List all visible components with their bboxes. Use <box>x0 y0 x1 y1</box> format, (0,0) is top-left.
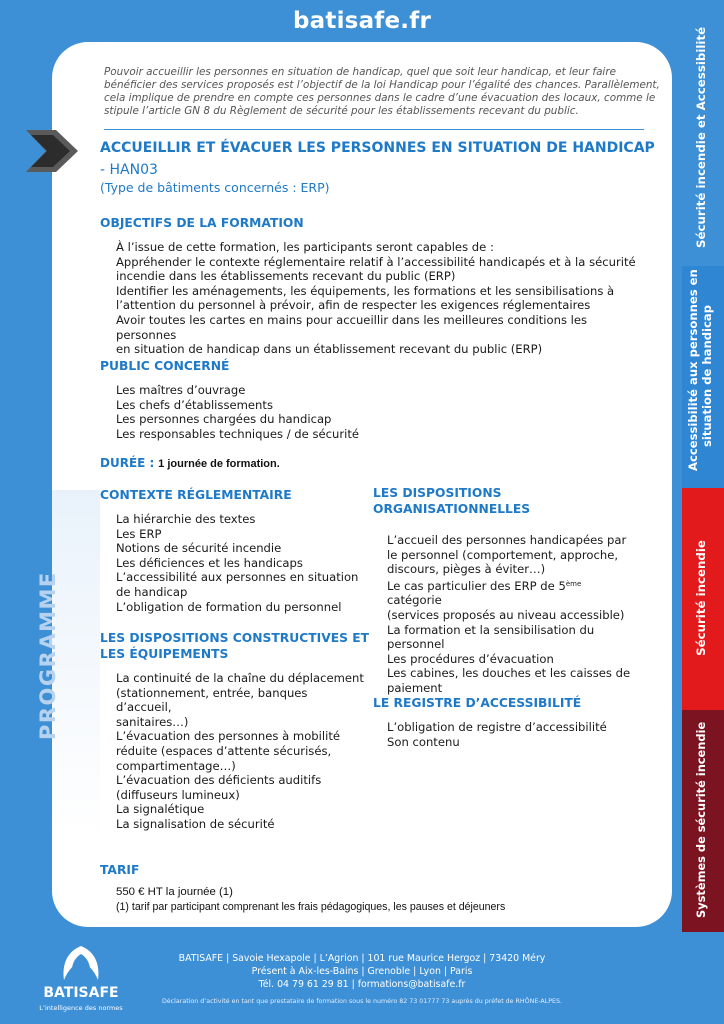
organisationnelles-list <box>387 533 637 696</box>
tab-securite-incendie-accessibilite[interactable] <box>682 26 724 266</box>
public-list <box>116 383 359 441</box>
footer-address: BATISAFE | Savoie Hexapole | L’Agrion | 101 rue Maurice Hergoz | 73420 Méry <box>178 953 546 964</box>
tab-systemes-securite-incendie[interactable] <box>682 710 724 932</box>
footer-locations: Présent à Aix-les-Bains | Grenoble | Lyon | Paris <box>251 966 473 977</box>
constructives-item: La continuité de la chaîne du déplacement <box>116 671 364 685</box>
tab-label: Sécurité incendie <box>694 540 708 656</box>
footer-legal: Déclaration d’activité en tant que prestataire de formation sous le numéro 82 73 01777 73 auprès du préfet de RHÔNE-ALPES. <box>161 998 563 1005</box>
contexte-item: L’accessibilité aux personnes en situation <box>116 570 359 585</box>
intro-paragraph: Pouvoir accueillir les personnes en situation de handicap, quel que soit leur handicap, et leur faire bénéficier des services proposés est l’objectif de la loi Handicap pour l’égalité des chances. Parallèlement, cela implique de prendre en compte ces personnes dans le cadre d’une évacuation des locaux, comme le stipule l’article GN 8 du Règlement de sécurité pour les établissements recevant du public. <box>104 66 660 117</box>
tarif-price: 550 € HT la journée (1) <box>116 886 233 898</box>
footer-contact <box>0 952 724 991</box>
course-code: - HAN03 <box>100 162 158 178</box>
organisationnelles-item: discours, pièges à éviter…) <box>387 562 546 577</box>
constructives-item: L’évacuation des personnes à mobilité <box>116 729 341 744</box>
contexte-item: La hiérarchie des textes <box>116 512 256 526</box>
tarif-note: (1) tarif par participant comprenant les frais pédagogiques, les pauses et déjeuners <box>116 901 506 913</box>
constructives-item: (stationnement, entrée, banques d’accueil, <box>116 685 308 715</box>
chevron-arrow-icon <box>20 128 82 174</box>
constructives-heading-line: LES ÉQUIPEMENTS <box>100 647 229 661</box>
logo-tagline: L’intelligence des normes <box>39 1004 123 1012</box>
erp-text-a: Le cas particulier des ERP de 5 <box>387 578 566 593</box>
duration <box>100 456 280 470</box>
objectifs-heading: OBJECTIFS DE LA FORMATION <box>100 216 304 230</box>
intro-divider <box>104 129 644 130</box>
constructives-item: réduite (espaces d’attente sécurisés, <box>116 743 332 758</box>
registre-heading: LE REGISTRE D’ACCESSIBILITÉ <box>373 696 582 710</box>
tab-label: Systèmes de sécurité incendie <box>694 721 708 918</box>
organisationnelles-item: Les cabines, les douches et les caisses de <box>387 666 631 681</box>
constructives-item: La signalisation de sécurité <box>116 816 275 831</box>
registre-item: Son contenu <box>387 734 460 749</box>
organisationnelles-item: Les procédures d’évacuation <box>387 651 554 666</box>
constructives-heading <box>100 630 369 662</box>
duration-label: DURÉE : <box>100 456 155 470</box>
footer-phone-email[interactable]: Tél. 04 79 61 29 81 | formations@batisafe.fr <box>258 979 466 990</box>
tarif-heading: TARIF <box>100 863 140 877</box>
organisationnelles-heading-line: LES DISPOSITIONS <box>373 486 502 500</box>
organisationnelles-item-erp <box>387 577 637 608</box>
organisationnelles-item: le personnel (comportement, approche, <box>387 547 619 562</box>
site-title[interactable]: batisafe.fr <box>293 8 431 34</box>
contexte-list <box>116 512 366 614</box>
objectifs-line: À l’issue de cette formation, les participants seront capables de : <box>116 240 494 254</box>
public-heading: PUBLIC CONCERNÉ <box>100 359 230 373</box>
tab-label <box>686 269 714 471</box>
organisationnelles-item: La formation et la sensibilisation du <box>387 622 595 637</box>
public-item: Les responsables techniques / de sécurité <box>116 426 360 441</box>
course-title: ACCUEILLIR ET ÉVACUER LES PERSONNES EN SITUATION DE HANDICAP <box>100 140 655 156</box>
contexte-item: Les ERP <box>116 526 162 541</box>
constructives-item: L’évacuation des déficients auditifs <box>116 773 322 788</box>
organisationnelles-item: paiement <box>387 680 443 695</box>
constructives-list <box>116 671 366 832</box>
contexte-heading: CONTEXTE RÉGLEMENTAIRE <box>100 488 292 502</box>
tab-label-line: Accessibilité aux personnes en <box>686 269 700 471</box>
registre-item: L’obligation de registre d’accessibilité <box>387 720 607 734</box>
objectifs-list <box>116 240 636 357</box>
public-item: Les personnes chargées du handicap <box>116 412 332 427</box>
objectifs-line: l’attention du personnel à prévoir, afin de respecter les exigences réglementaires <box>116 298 591 313</box>
constructives-item: (diffuseurs lumineux) <box>116 787 240 802</box>
public-item: Les chefs d’établissements <box>116 397 273 412</box>
contexte-item: de handicap <box>116 584 188 599</box>
registre-list <box>387 720 607 749</box>
course-building-types: (Type de bâtiments concernés : ERP) <box>100 180 330 195</box>
logo-wordmark: BATISAFE <box>43 985 119 1001</box>
organisationnelles-heading-line: ORGANISATIONNELLES <box>373 502 531 516</box>
erp-ordinal: ème <box>565 579 582 588</box>
tab-accessibilite-handicap[interactable] <box>682 266 724 488</box>
contexte-item: L’obligation de formation du personnel <box>116 599 342 614</box>
contexte-item: Les déficiences et les handicaps <box>116 555 303 570</box>
objectifs-line: Identifier les aménagements, les équipements, les formations et les sensibilisations à <box>116 283 615 298</box>
organisationnelles-item: personnel <box>387 637 445 652</box>
tab-securite-incendie[interactable] <box>682 488 724 710</box>
objectifs-line: en situation de handicap dans un établissement recevant du public (ERP) <box>116 342 543 357</box>
constructives-item: sanitaires…) <box>116 714 189 729</box>
constructives-item: La signalétique <box>116 802 205 817</box>
tab-label-line: situation de handicap <box>700 304 714 448</box>
organisationnelles-item: (services proposés au niveau accessible) <box>387 607 625 622</box>
organisationnelles-heading <box>373 485 530 517</box>
contexte-item: Notions de sécurité incendie <box>116 541 282 556</box>
constructives-heading-line: LES DISPOSITIONS CONSTRUCTIVES ET <box>100 631 370 645</box>
constructives-item: compartimentage…) <box>116 758 236 773</box>
objectifs-line: incendie dans les établissements recevant du public (ERP) <box>116 269 456 284</box>
duration-value: 1 journée de formation. <box>158 458 280 470</box>
tab-label: Sécurité incendie et Accessibilité <box>694 26 708 248</box>
public-item: Les maîtres d’ouvrage <box>116 383 246 397</box>
erp-text-b: catégorie <box>387 593 442 608</box>
objectifs-line: Appréhender le contexte réglementaire relatif à l’accessibilité handicapés et à la sécurité <box>116 254 636 269</box>
programme-label: PROGRAMME <box>36 571 60 740</box>
organisationnelles-item: L’accueil des personnes handicapées par <box>387 533 627 547</box>
objectifs-line: Avoir toutes les cartes en mains pour accueillir dans les meilleures conditions les personnes <box>116 312 588 342</box>
